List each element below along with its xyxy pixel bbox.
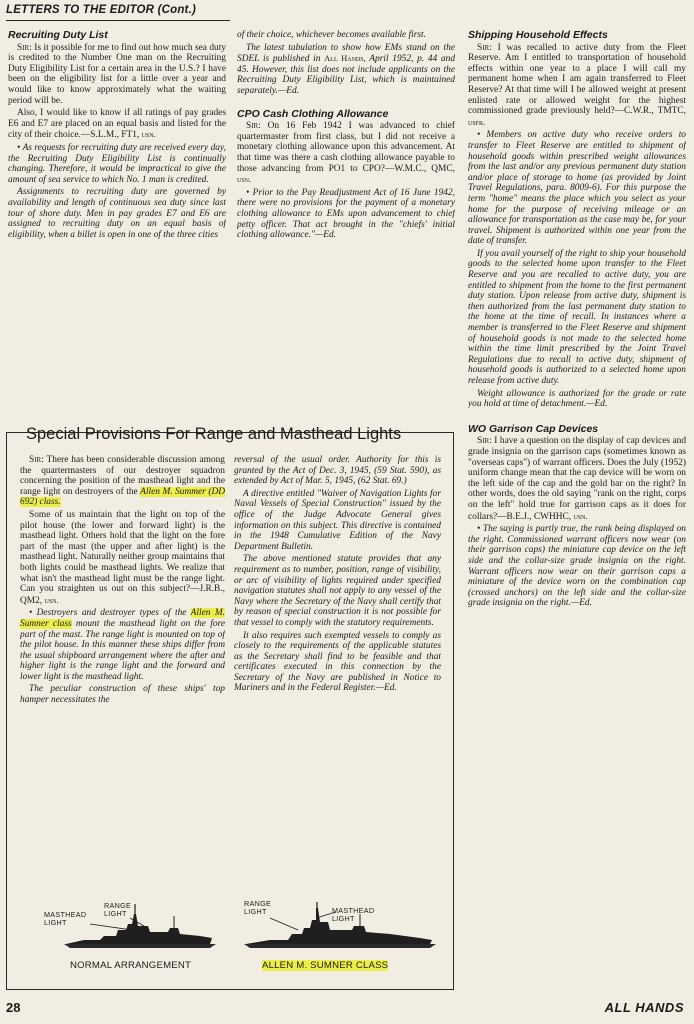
- fig2-range-label: RANGE LIGHT: [244, 899, 272, 916]
- answer-paragraph: • Destroyers and destroyer types of the Allen M. Sumner class mount the masthead light on the fore part of the mast. The range light is mounted on top of the pilot house. In this manner these ships differ from the usual shipboard arrangement where the after and higher light is the range light and the forward and lower light is the masthead light.: [20, 608, 225, 682]
- answer-paragraph: It also requires such exempted vessels to comply as closely to the requirements of the applicable statutes as the Secretary shall find to be feasible and that certificates executed in this connection by the Secretary of the Navy are published in Notice to Mariners and in the Federal Register.—Ed.: [234, 630, 441, 694]
- page-header: LETTERS TO THE EDITOR (Cont.): [6, 4, 197, 16]
- highlight: Allen M. Summer (DD 692) class.: [20, 486, 225, 508]
- section-title-recruiting: Recruiting Duty List: [8, 30, 108, 41]
- range-pointer: [270, 918, 298, 930]
- fig1-range-label: RANGE LIGHT: [104, 901, 132, 918]
- answer-paragraph: The above mentioned statute provides that any requirement as to number, position, range of visibility, or arc of visibility of lights required under specified navigation statutes shall not apply to any vessel of the Navy where the Secretary of the Navy shall certify that by reason of special construction it is not possible for that vessel to comply with the statutory requirements.: [234, 554, 441, 628]
- magazine-name: ALL HANDS: [604, 1000, 684, 1015]
- letter-paragraph: Also, I would like to know if all ratings of pay grades E6 and E7 are placed on an equal basis and listed for the city of their choice.—S.L.M., FT1, usn.: [8, 108, 226, 141]
- letter-paragraph: Sir: I have a question on the display of cap devices and grade insignia on the garrison caps (sometimes known as "overseas caps") of warrant officers. Does the July (1952) uniform change mean that the cap device will be worn on the left side of the cap and the gold bar on the right? In other words, does the old saying "rank on the right, corps on the left" hold true for garrison caps as it does for collars?—B.E.J., CWHHC, usn.: [468, 436, 686, 522]
- letter-paragraph: Some of us maintain that the light on top of the pilot house (the lower and forward light) is the masthead light. Others hold that the light on the fore part of the mast (the upper and after light) is the masthead light. Naturally neither group maintains that both lights could be masthead lights. We realize that what isn't the masthead light must be the range light. Can you straighten us out on this subject?—J.R.B., QM2, usn.: [20, 509, 225, 606]
- letter-paragraph: Sir: There has been considerable discussion among the quartermasters of our destroyer squadron concerning the position of the masthead light and the range light on destroyers of the Allen M. Summer (DD 692) class.: [20, 455, 225, 508]
- feature-column-2: [234, 455, 441, 905]
- answer-paragraph: • The saying is partly true, the rank being displayed on the right. Commissioned warrant officers now wear (on their garrison caps) the miniature cap device on the left side and the collar-size grade insignia on the right. Warrant officers now wear on their garrison caps a miniature of the device worn on the combination cap (crossed anchors) on the left side and the collar-size grade insignia on the right.—Ed.: [468, 524, 686, 609]
- letter-paragraph: Sir: On 16 Feb 1942 I was advanced to chief quartermaster from first class, but I did not receive a monetary clothing allowance upon this advancement. At that time was there a cash clothing allowance payable to those advancing from PO1 to CPO?—W.M.C., QMC, usn.: [237, 121, 455, 185]
- fig2-caption: ALLEN M. SUMNER CLASS: [262, 960, 389, 971]
- header-rule: [6, 20, 230, 21]
- answer-paragraph: • Members on active duty who receive orders to transfer to Fleet Reserve are entitled to shipment of household goods within prescribed weight allowances from the last and/or any previous permanent duty station and/or place of storage to home (as provided by Joint Travel Regulations, para. 8009-6). For this purpose the term "home" means the place which you select as your home for the purpose of receiving mileage or an allowance for transportation as the case may be, for your travel. Shipment is authorized within one year from the date of transfer.: [468, 130, 686, 247]
- column-2: [237, 30, 455, 425]
- feature-title: Special Provisions For Range and Masthead Lights: [26, 425, 402, 443]
- fig1-caption: NORMAL ARRANGEMENT: [70, 960, 192, 971]
- letter-paragraph: Sir: Is it possible for me to find out how much sea duty is credited to the Number One man on the Recruiting Duty Eligibility List for a certain area in the U.S.? I have been on the eligibility list for a little over a year and would like to know approximately what the waiting period will be.: [8, 42, 226, 106]
- answer-paragraph: Assignments to recruiting duty are governed by availability and length of continuous sea duty since last tour of shore duty. Men in pay grades E7 and E6 are assigned to recruiting duty on an equal basis of eligibility, when a billet is open in one of the three cities: [8, 187, 226, 240]
- section-title-cpo: CPO Cash Clothing Allowance: [237, 107, 389, 120]
- feature-column-1: [20, 455, 225, 905]
- answer-paragraph: A directive entitled "Waiver of Navigation Lights for Naval Vessels of Special Construction" issued by the office of the Judge Advocate General gives information on this subject. This directive is contained in the 1948 Cumulative Edition of the Navy Department Bulletin.: [234, 488, 441, 552]
- highlight: Allen M. Sumner class: [20, 608, 225, 629]
- fig1-masthead-label: MASTHEAD LIGHT: [44, 910, 87, 927]
- ship-silhouette-normal: [60, 900, 220, 960]
- ship-silhouette-sumner: [240, 900, 440, 960]
- answer-paragraph: The peculiar construction of these ships' top hamper necessitates the: [20, 684, 225, 706]
- masthead-pointer: [90, 924, 132, 930]
- fig2-masthead-label: MASTHEAD LIGHT: [332, 906, 375, 923]
- section-title-household: Shipping Household Effects: [468, 30, 608, 41]
- answer-paragraph: reversal of the usual order. Authority for this is granted by the Act of Dec. 3, 1945, (59 Stat. 590), as extended by Act of Mar. 5, 1945, (62 Stat. 69.): [234, 455, 441, 487]
- answer-paragraph: • As requests for recruiting duty are received every day, the Recruiting Duty Eligibility List is continually changing. Therefore, it would be impractical to give the amount of sea service to which No. 1 man is credited.: [8, 142, 226, 185]
- answer-paragraph: The latest tabulation to show how EMs stand on the SDEL is published in All Hands, April 1952, p. 44 and 45. However, this list does not include applicants on the Recruiting Duty Eligibility List, which is maintained separately.—Ed.: [237, 42, 455, 96]
- answer-paragraph: If you avail yourself of the right to ship your household goods to the selected home upon transfer to the Fleet Reserve and you are recalled to active duty, you are entitled to shipment from the home to the first permanent duty station. Upon release from active duty, shipment is then authorized from the last permanent duty station to the home at the time of recall. In instances where a member is transferred to the Fleet Reserve and shipment of household goods is not made to the selected home within the time limit prescribed by the Joint Travel Regulations due to recall to active duty, shipment of household goods is authorized to a selected home upon release from active duty.: [468, 248, 686, 386]
- page-number: 28: [6, 1000, 21, 1015]
- answer-paragraph: Weight allowance is authorized for the grade or rate you hold at time of detachment.—Ed.: [468, 388, 686, 410]
- column-3: [468, 30, 686, 990]
- answer-paragraph: • Prior to the Pay Readjustment Act of 16 June 1942, there were no provisions for the payment of a monetary clothing allowance to EMs upon advancement to chief petty officer. That act brought in the "chiefs' initial clothing allowance."—Ed.: [237, 187, 455, 241]
- answer-paragraph: of their choice, whichever becomes available first.: [237, 30, 427, 40]
- column-1: [8, 30, 226, 425]
- section-title-garrison: WO Garrison Cap Devices: [468, 422, 599, 435]
- letter-paragraph: Sir: I was recalled to active duty from the Fleet Reserve. Am I entitled to transportation of household effects within one year to a place I will call my permanent home when I am again transferred to Fleet Reserve? At that time will I be allowed weight at present enlisted rate or allowed weight for the highest commissioned grade previously held?—C.W.R., TMTC, usfr.: [468, 42, 686, 127]
